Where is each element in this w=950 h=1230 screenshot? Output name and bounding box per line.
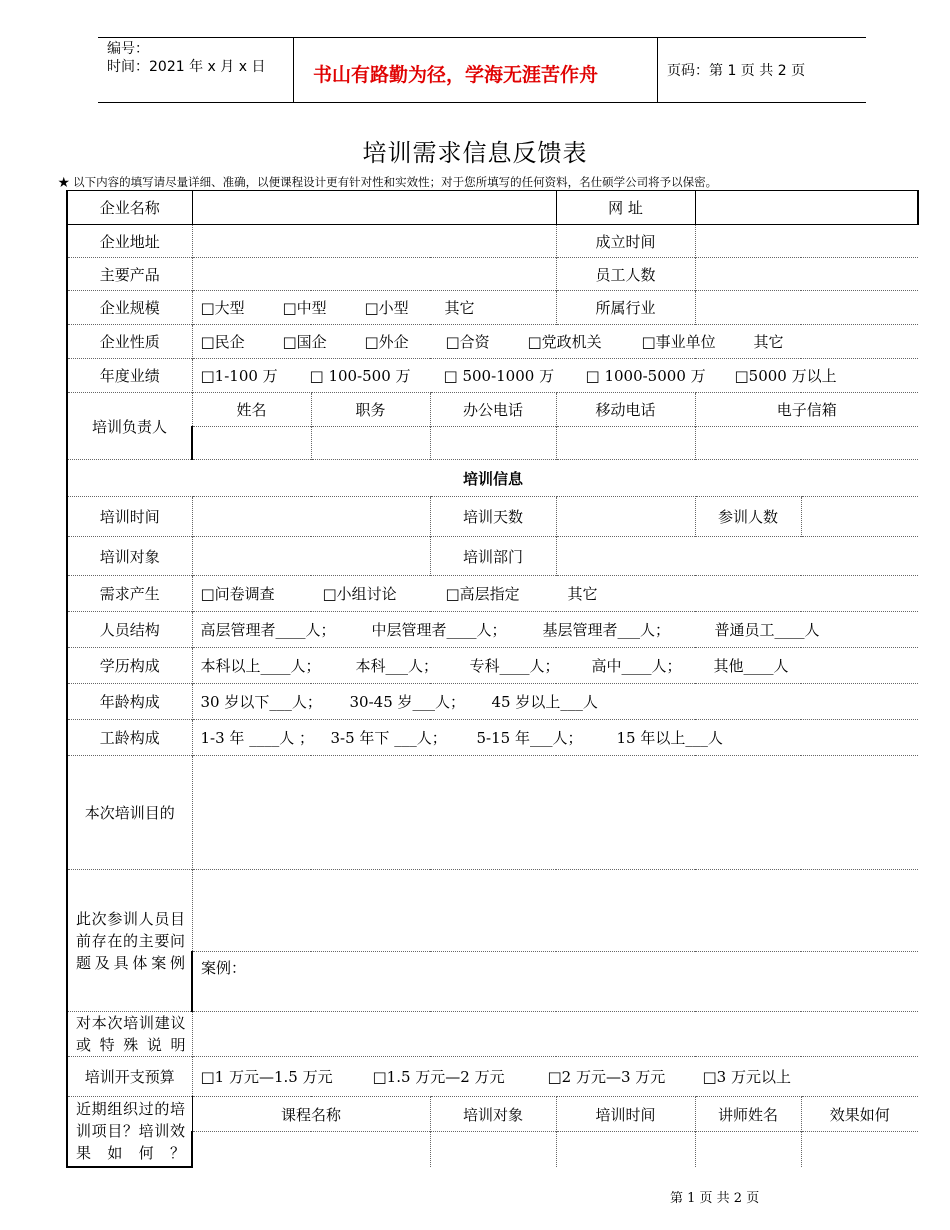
staff-senior: 高层管理者____人； (200, 621, 336, 639)
header-top-rule (98, 37, 866, 38)
nature-option-other: 其它 (753, 333, 784, 351)
scale-label: 企业规模 (67, 291, 192, 325)
row-purpose (67, 756, 918, 870)
age-over45: 45 岁以上___人 (491, 693, 598, 711)
performance-options (192, 359, 918, 393)
training-target-label: 培训对象 (67, 537, 192, 576)
performance-option-1[interactable]: □1-100 万 (200, 367, 278, 385)
row-origin (67, 576, 918, 612)
contact-col-name: 姓名 (192, 393, 311, 427)
origin-option-other: 其它 (567, 585, 598, 603)
training-dept-label: 培训部门 (430, 537, 556, 576)
nature-option-state[interactable]: □国企 (282, 333, 327, 351)
origin-label: 需求产生 (67, 576, 192, 612)
past-col-time: 培训时间 (556, 1097, 695, 1132)
page-info: 页码：第 1 页 共 2 页 (667, 63, 806, 79)
seniority-1-3: 1-3 年 ____人 ； (200, 729, 314, 747)
row-contact-values (67, 427, 918, 460)
scale-option-large[interactable]: □大型 (200, 299, 245, 317)
nature-option-institution[interactable]: □事业单位 (641, 333, 716, 351)
edu-other: 其他____人 (713, 657, 789, 675)
row-address (67, 225, 918, 258)
budget-label: 培训开支预算 (67, 1057, 192, 1097)
row-suggestion (67, 1012, 918, 1057)
contact-office-phone-field[interactable] (430, 427, 556, 460)
time-label: 时间：2021 年 x 月 x 日 (107, 59, 266, 75)
seniority-fields[interactable] (192, 720, 918, 756)
past-lecturer-field[interactable] (695, 1132, 801, 1167)
products-field[interactable] (192, 258, 556, 291)
row-education (67, 648, 918, 684)
edu-bachelor: 本科___人； (355, 657, 439, 675)
address-field[interactable] (192, 225, 556, 258)
purpose-field[interactable] (192, 756, 918, 870)
edu-highschool: 高中____人； (591, 657, 682, 675)
row-contact-header (67, 393, 918, 427)
age-under30: 30 岁以下___人； (200, 693, 322, 711)
performance-option-4[interactable]: □ 1000-5000 万 (585, 367, 706, 385)
age-30-45: 30-45 岁___人； (349, 693, 466, 711)
scale-option-other: 其它 (444, 299, 475, 317)
header-bottom-rule (98, 102, 866, 103)
address-label: 企业地址 (67, 225, 192, 258)
row-staff (67, 612, 918, 648)
contact-col-mobile: 移动电话 (556, 393, 695, 427)
contact-email-field[interactable] (695, 427, 918, 460)
row-scale (67, 291, 918, 325)
edu-college: 专科____人； (469, 657, 560, 675)
past-course-field[interactable] (192, 1132, 430, 1167)
case-label: 案例： (201, 959, 247, 977)
training-dept-field[interactable] (556, 537, 918, 576)
age-label: 年龄构成 (67, 684, 192, 720)
founded-label: 成立时间 (556, 225, 695, 258)
row-seniority (67, 720, 918, 756)
contact-col-email: 电子信箱 (695, 393, 918, 427)
website-label: 网 址 (556, 191, 695, 225)
attendees-label: 参训人数 (695, 497, 801, 537)
website-field[interactable] (695, 191, 918, 225)
budget-option-4[interactable]: □3 万元以上 (702, 1068, 791, 1086)
scale-option-medium[interactable]: □中型 (282, 299, 327, 317)
past-col-course: 课程名称 (192, 1097, 430, 1132)
nature-option-private[interactable]: □民企 (200, 333, 245, 351)
past-label: 近期组织过的培训项目？培训效果如何？ (67, 1097, 192, 1167)
budget-option-1[interactable]: □1 万元—1.5 万元 (200, 1068, 333, 1086)
row-section-training (67, 460, 918, 497)
products-label: 主要产品 (67, 258, 192, 291)
age-fields[interactable] (192, 684, 918, 720)
training-target-field[interactable] (192, 537, 430, 576)
scale-options (192, 291, 556, 325)
nature-label: 企业性质 (67, 325, 192, 359)
seniority-label: 工龄构成 (67, 720, 192, 756)
purpose-label: 本次培训目的 (67, 756, 192, 870)
nature-option-gov[interactable]: □党政机关 (527, 333, 602, 351)
employees-field[interactable] (695, 258, 918, 291)
nature-options (192, 325, 918, 359)
row-past-values (67, 1132, 918, 1167)
origin-option-survey[interactable]: □问卷调查 (200, 585, 275, 603)
origin-options (192, 576, 918, 612)
row-cases (67, 952, 918, 1012)
scale-option-small[interactable]: □小型 (364, 299, 409, 317)
row-training-time (67, 497, 918, 537)
budget-option-3[interactable]: □2 万元—3 万元 (547, 1068, 666, 1086)
attendees-field[interactable] (801, 497, 918, 537)
training-days-label: 培训天数 (430, 497, 556, 537)
company-name-field[interactable] (192, 191, 556, 225)
header-divider-right (657, 37, 658, 102)
page-footer: 第 1 页 共 2 页 (670, 1191, 760, 1206)
problems-label: 此次参训人员目前存在的主要问题及具体案例 (67, 870, 192, 1012)
seniority-over15: 15 年以上___人 (616, 729, 723, 747)
row-past-header (67, 1097, 918, 1132)
training-time-field[interactable] (192, 497, 430, 537)
row-age (67, 684, 918, 720)
seniority-3-5: 3-5 年下 ___人； (330, 729, 447, 747)
performance-option-2[interactable]: □ 100-500 万 (309, 367, 411, 385)
page-title: 培训需求信息反馈表 (362, 139, 588, 167)
industry-label: 所属行业 (556, 291, 695, 325)
suggestion-field[interactable] (192, 1012, 918, 1057)
nature-option-jv[interactable]: □合资 (445, 333, 490, 351)
contact-title-field[interactable] (311, 427, 430, 460)
code-label: 编号： (107, 41, 149, 57)
staff-fields[interactable] (192, 612, 918, 648)
row-company-name (67, 191, 918, 225)
feedback-form-table (66, 190, 919, 1168)
past-col-target: 培训对象 (430, 1097, 556, 1132)
past-col-lecturer: 讲师姓名 (695, 1097, 801, 1132)
contact-col-title: 职务 (311, 393, 430, 427)
edu-above-bachelor: 本科以上____人； (200, 657, 321, 675)
employees-label: 员工人数 (556, 258, 695, 291)
staff-junior: 基层管理者___人； (542, 621, 671, 639)
contact-col-office-phone: 办公电话 (430, 393, 556, 427)
industry-field[interactable] (695, 291, 918, 325)
performance-label: 年度业绩 (67, 359, 192, 393)
row-nature (67, 325, 918, 359)
company-name-label: 企业名称 (67, 191, 192, 225)
performance-option-3[interactable]: □ 500-1000 万 (443, 367, 555, 385)
staff-middle: 中层管理者____人； (371, 621, 507, 639)
row-problems (67, 870, 918, 952)
privacy-note: ★ 以下内容的填写请尽量详细、准确，以便课程设计更有针对性和实效性；对于您所填写的任何资料，名仕硕学公司将予以保密。 (58, 175, 718, 189)
past-time-field[interactable] (556, 1132, 695, 1167)
motto: 书山有路勤为径，学海无涯苦作舟 (313, 64, 599, 86)
row-budget (67, 1057, 918, 1097)
founded-field[interactable] (695, 225, 918, 258)
contact-mobile-field[interactable] (556, 427, 695, 460)
origin-option-exec[interactable]: □高层指定 (445, 585, 520, 603)
training-days-field[interactable] (556, 497, 695, 537)
contact-name-field[interactable] (192, 427, 311, 460)
problems-field[interactable] (192, 870, 918, 952)
training-time-label: 培训时间 (67, 497, 192, 537)
seniority-5-15: 5-15 年___人； (476, 729, 583, 747)
nature-option-foreign[interactable]: □外企 (364, 333, 409, 351)
past-target-field[interactable] (430, 1132, 556, 1167)
edu-fields[interactable] (192, 648, 918, 684)
budget-option-2[interactable]: □1.5 万元—2 万元 (372, 1068, 505, 1086)
edu-label: 学历构成 (67, 648, 192, 684)
row-performance (67, 359, 918, 393)
case-field[interactable] (192, 952, 918, 1012)
header-divider-left (293, 37, 294, 102)
past-col-result: 效果如何 (801, 1097, 918, 1132)
origin-option-group[interactable]: □小组讨论 (322, 585, 397, 603)
contact-label: 培训负责人 (67, 393, 192, 460)
performance-option-5[interactable]: □5000 万以上 (734, 367, 837, 385)
past-result-field[interactable] (801, 1132, 918, 1167)
section-title-training: 培训信息 (67, 460, 918, 497)
row-products (67, 258, 918, 291)
staff-label: 人员结构 (67, 612, 192, 648)
row-training-target (67, 537, 918, 576)
budget-options (192, 1057, 918, 1097)
suggestion-label: 对本次培训建议或特殊说明 (67, 1012, 192, 1057)
staff-general: 普通员工____人 (714, 621, 820, 639)
